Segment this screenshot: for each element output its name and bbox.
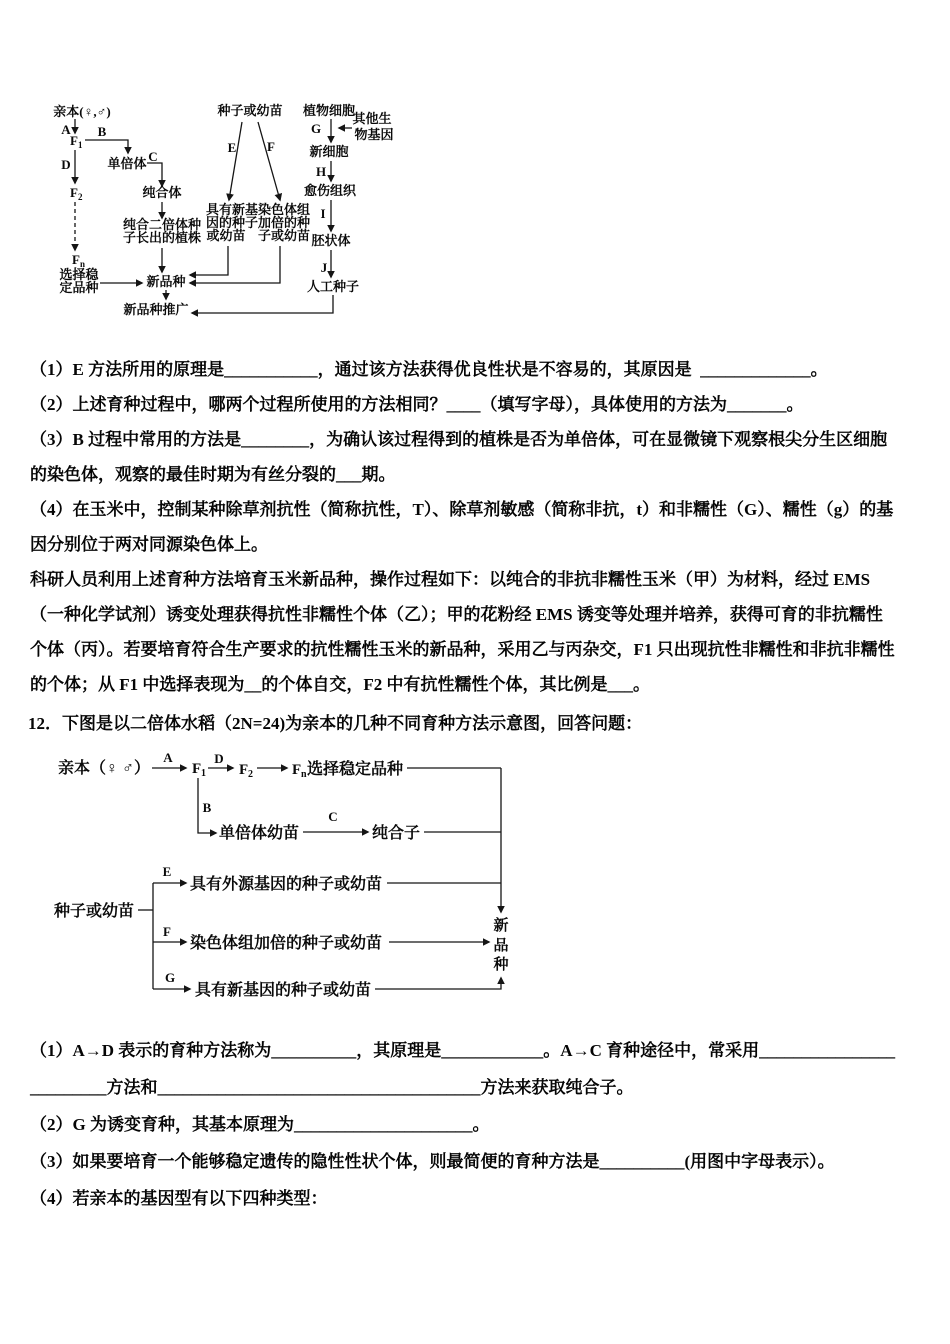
- other-gene-line1: 其他生: [352, 111, 392, 126]
- haploid-node: 单倍体: [107, 156, 147, 171]
- seed-seedling-node: 种子或幼苗: [217, 103, 283, 118]
- q11-part3: （3）B 过程中常用的方法是________，为确认该过程得到的植株是否为单倍体，可在显微镜下观察根尖分生区细胞: [30, 430, 888, 449]
- fn-subscript: n: [301, 769, 307, 780]
- fn-node: F: [72, 252, 80, 267]
- q12-part4: （4）若亲本的基因型有以下四种类型：: [30, 1189, 328, 1208]
- select-stable-line1: 选择稳: [59, 267, 99, 282]
- f2-node: F: [70, 185, 78, 200]
- artificial-seed-node: 人工种子: [306, 279, 360, 294]
- label-c: C: [328, 809, 338, 824]
- chromosome-doubled-node: 染色体组加倍的种子或幼苗: [190, 935, 383, 952]
- label-f: F: [163, 924, 171, 939]
- label-h: H: [315, 164, 327, 179]
- embryoid-node: 胚状体: [311, 233, 351, 248]
- label-f: F: [267, 139, 275, 154]
- pure-diploid-line2: 子长出的植株: [122, 230, 202, 245]
- fn-node: F: [292, 762, 302, 778]
- label-e: E: [162, 864, 172, 879]
- promotion-node: 新品种推广: [123, 302, 189, 317]
- breeding-diagram-q12: [45, 748, 515, 1018]
- homozygote-node: 纯合子: [371, 825, 421, 842]
- question-12-stem: 12．下图是以二倍体水稻（2N=24)为亲本的几种不同育种方法示意图，回答问题：: [28, 714, 643, 733]
- seed-seedling-node: 种子或幼苗: [53, 903, 135, 920]
- plant-cell-node: 植物细胞: [302, 103, 356, 118]
- f1-subscript: 1: [201, 768, 206, 779]
- homozygote-node: 纯合体: [142, 185, 182, 200]
- new-gene-node: 具有新基因的种子或幼苗: [195, 982, 372, 999]
- label-a: A: [61, 122, 71, 137]
- q11-part2: （2）上述育种过程中，哪两个过程所使用的方法相同？____（填写字母），具体使用的方法为_______。: [30, 395, 804, 414]
- label-b: B: [202, 800, 212, 815]
- breeding-diagram-q11: [50, 92, 400, 337]
- fn-subscript: n: [80, 259, 86, 269]
- select-stable-node: 选择稳定品种: [307, 761, 404, 778]
- f2-subscript: 2: [78, 192, 83, 202]
- doubled-line3: 子或幼苗: [257, 228, 311, 243]
- q11-part4: （4）在玉米中，控制某种除草剂抗性（简称抗性，T）、除草剂敏感（简称非抗，t）和非糯性（G）、糯性（g）的基: [30, 500, 894, 519]
- f1-node: F: [192, 761, 202, 777]
- q11-part4-body4: 的个体；从 F1 中选择表现为__的个体自交，F2 中有抗性糯性个体，其比例是___。: [30, 675, 651, 694]
- label-e: E: [227, 140, 237, 155]
- label-c: C: [148, 149, 158, 164]
- q11-part4-body1: 科研人员利用上述育种方法培育玉米新品种，操作过程如下：以纯合的非抗非糯性玉米（甲）为材料，经过 EMS: [30, 570, 871, 589]
- q12-part2: （2）G 为诱变育种，其基本原理为_____________________。: [30, 1115, 490, 1134]
- new-variety-char2: 品: [493, 938, 509, 954]
- new-variety-char1: 新: [493, 918, 509, 934]
- new-gene-line2: 因的种子: [205, 215, 259, 230]
- callus-node: 愈伤组织: [303, 183, 357, 198]
- pure-diploid-line1: 纯合二倍体种: [122, 217, 202, 232]
- other-gene-line2: 物基因: [354, 127, 394, 142]
- label-g: G: [310, 121, 322, 136]
- haploid-seedling-node: 单倍体幼苗: [218, 825, 300, 842]
- question-12-text: [30, 1032, 935, 1217]
- label-d: D: [61, 157, 71, 172]
- q12-part1: （1）A→D 表示的育种方法称为__________，其原理是____________。A→C 育种途径中，常采用________________: [30, 1041, 896, 1060]
- question-11-text: [30, 352, 935, 702]
- select-stable-line2: 定品种: [59, 280, 99, 295]
- label-i: I: [320, 206, 326, 221]
- parents-node: 亲本(♀,♂): [53, 104, 111, 119]
- new-variety-node: 新品种: [146, 274, 186, 289]
- q11-part1: （1）E 方法所用的原理是___________，通过该方法获得优良性状是不容易的，其原因是 _____________。: [30, 360, 828, 379]
- doubled-line1: 染色体组: [257, 202, 311, 217]
- exogenous-gene-node: 具有外源基因的种子或幼苗: [190, 876, 383, 893]
- q11-part4-body3: 个体（丙）。若要培育符合生产要求的抗性糯性玉米的新品种，采用乙与丙杂交，F1 只出现抗性非糯性和非抗非糯性: [30, 640, 895, 659]
- q11-part3-cont: 的染色体，观察的最佳时期为有丝分裂的___期。: [30, 465, 396, 484]
- label-b: B: [97, 124, 107, 139]
- f2-subscript: 2: [248, 769, 253, 780]
- q11-part4-cont: 因分别位于两对同源染色体上。: [30, 535, 268, 554]
- label-j: J: [320, 260, 328, 275]
- label-a: A: [163, 750, 173, 765]
- f2-node: F: [239, 762, 249, 778]
- f1-node: F: [70, 133, 78, 148]
- f1-subscript: 1: [78, 140, 83, 150]
- q11-part4-body2: （一种化学试剂）诱变处理获得抗性非糯性个体（乙）；甲的花粉经 EMS 诱变等处理并培养，获得可育的非抗糯性: [30, 605, 883, 624]
- label-d: D: [214, 751, 224, 766]
- doubled-line2: 加倍的种: [257, 215, 311, 230]
- q12-part3: （3）如果要培育一个能够稳定遗传的隐性性状个体，则最简便的育种方法是__________(用图中字母表示）。: [30, 1152, 835, 1171]
- new-gene-line1: 具有新基: [205, 202, 259, 217]
- new-variety-char3: 种: [493, 957, 509, 973]
- label-g: G: [164, 970, 176, 985]
- q12-part1-cont: _________方法和______________________________________方法来获取纯合子。: [30, 1078, 634, 1097]
- new-gene-line3: 或幼苗: [206, 228, 246, 243]
- new-cell-node: 新细胞: [309, 144, 349, 159]
- parents-node: 亲本（♀ ♂）: [57, 760, 151, 777]
